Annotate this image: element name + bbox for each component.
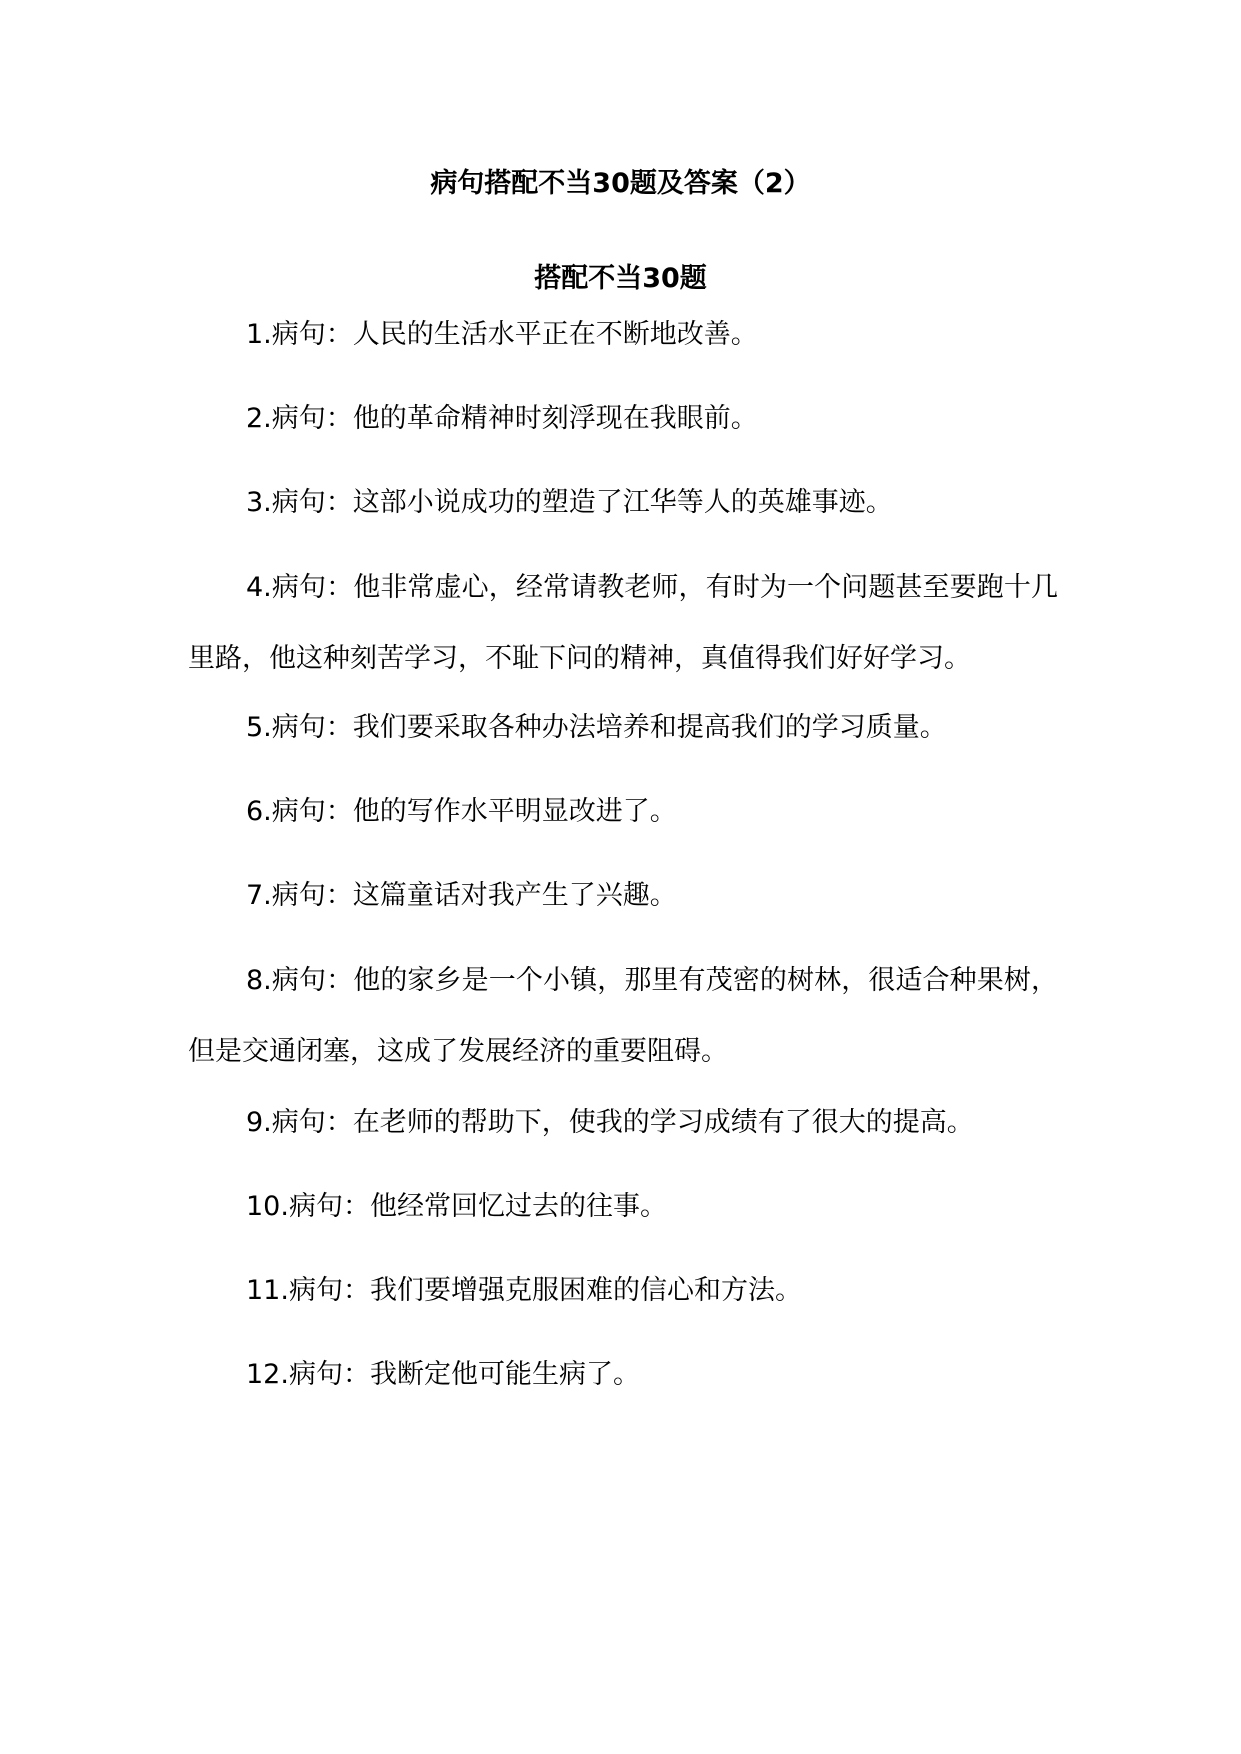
list-item: 10.病句：他经常回忆过去的往事。 [246,1191,667,1222]
section-title: 搭配不当30题 [534,263,707,294]
list-item: 9.病句：在老师的帮助下，使我的学习成绩有了很大的提高。 [246,1107,974,1138]
list-item: 5.病句：我们要采取各种办法培养和提高我们的学习质量。 [246,712,947,743]
list-item: 7.病句：这篇童话对我产生了兴趣。 [246,880,677,911]
document-title: 病句搭配不当30题及答案（2） [430,168,811,199]
list-item: 4.病句：他非常虚心，经常请教老师，有时为一个问题甚至要跑十几里路，他这种刻苦学习，不耻下问的精神，真值得我们好好学习。 [188,572,1058,674]
list-item: 1.病句：人民的生活水平正在不断地改善。 [246,319,758,350]
list-item: 2.病句：他的革命精神时刻浮现在我眼前。 [246,403,758,434]
list-item: 8.病句：他的家乡是一个小镇，那里有茂密的树林，很适合种果树，但是交通闭塞，这成了发展经济的重要阻碍。 [188,965,1058,1067]
list-item: 3.病句：这部小说成功的塑造了江华等人的英雄事迹。 [246,487,893,518]
list-item: 11.病句：我们要增强克服困难的信心和方法。 [246,1275,802,1306]
list-item: 12.病句：我断定他可能生病了。 [246,1359,640,1390]
list-item: 6.病句：他的写作水平明显改进了。 [246,796,677,827]
